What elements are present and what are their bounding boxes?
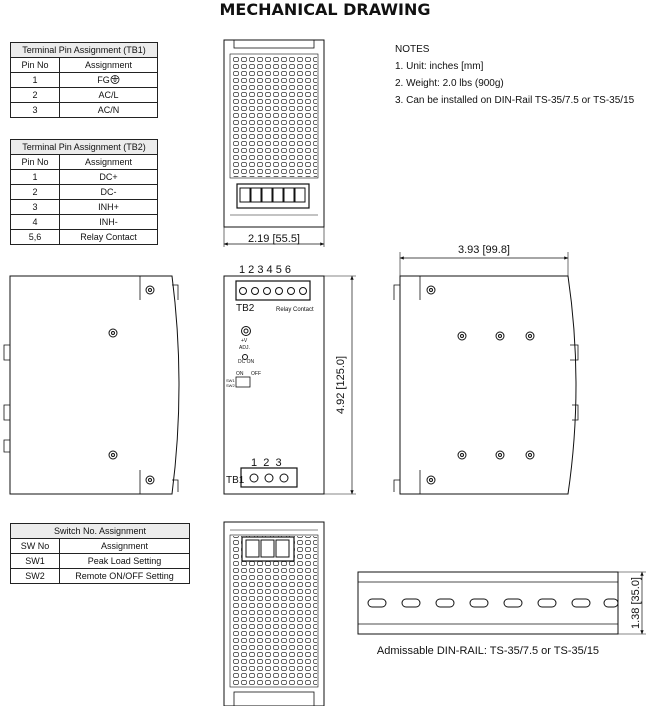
v-adj-label: +V <box>241 338 248 344</box>
switch-title: Switch No. Assignment <box>11 524 190 539</box>
notes-heading: NOTES <box>395 44 430 55</box>
right-side-view <box>394 252 578 494</box>
switch-on-label: ON <box>236 371 244 377</box>
din-rail <box>358 572 646 634</box>
pin-assignment: AC/N <box>60 103 158 118</box>
pin-number: 1 <box>11 73 60 88</box>
depth-dimension: 3.93 [99.8] <box>458 244 510 256</box>
tb1-header-assignment: Assignment <box>60 58 158 73</box>
pin-number: 4 <box>11 215 60 230</box>
note-item: 3. Can be installed on DIN-Rail TS-35/7.5 or TS-35/15 <box>395 95 635 106</box>
height-dimension: 4.92 [125.0] <box>335 355 347 415</box>
pin-assignment: AC/L <box>60 88 158 103</box>
pin-number: 5,6 <box>11 230 60 245</box>
tb1-label: TB1 <box>226 475 245 486</box>
tb2-screws <box>240 288 307 295</box>
switch-number: SW2 <box>11 569 60 584</box>
rail-caption: Admissable DIN-RAIL: TS-35/7.5 or TS-35/15 <box>376 645 600 657</box>
top-view <box>224 40 324 247</box>
switch-off-label: OFF <box>251 371 261 377</box>
tb2-header-assignment: Assignment <box>60 155 158 170</box>
pin-number: 2 <box>11 88 60 103</box>
left-side-view <box>4 276 179 494</box>
switch-number: SW1 <box>11 554 60 569</box>
sw2-label: SW2 <box>226 383 235 388</box>
pin-number: 3 <box>11 200 60 215</box>
switch-header-assignment: Assignment <box>60 539 190 554</box>
sw1-label: SW1 <box>226 378 235 383</box>
pin-assignment: DC+ <box>60 170 158 185</box>
pin-assignment: INH- <box>60 215 158 230</box>
pin-number: 3 <box>11 103 60 118</box>
tb1-screws <box>250 474 288 482</box>
relay-contact-label: Relay Contact <box>276 307 314 313</box>
tb1-title: Terminal Pin Assignment (TB1) <box>11 43 158 58</box>
pin-number: 2 <box>11 185 60 200</box>
top-terminal-block <box>240 188 305 202</box>
width-dimension: 2.19 [55.5] <box>248 233 300 245</box>
page-title: MECHANICAL DRAWING <box>219 0 431 19</box>
pin-number: 1 <box>11 170 60 185</box>
tb2-label: TB2 <box>236 303 255 314</box>
adj-label: ADJ. <box>239 345 250 351</box>
dc-on-label: DC ON <box>238 359 255 365</box>
tb2-title: Terminal Pin Assignment (TB2) <box>11 140 158 155</box>
bottom-view <box>224 522 324 706</box>
pin-assignment: FG <box>60 73 158 88</box>
pin-assignment: DC- <box>60 185 158 200</box>
note-item: 1. Unit: inches [mm] <box>395 61 484 72</box>
switch-assignment: Peak Load Setting <box>60 554 190 569</box>
pin-assignment: INH+ <box>60 200 158 215</box>
note-item: 2. Weight: 2.0 lbs (900g) <box>395 78 504 89</box>
pin-assignment: Relay Contact <box>60 230 158 245</box>
tb2-header-pin: Pin No <box>11 155 60 170</box>
tb1-pin-numbers: 1 2 3 <box>251 457 282 469</box>
tb1-header-pin: Pin No <box>11 58 60 73</box>
tb2-pin-numbers: 1 2 3 4 5 6 <box>239 264 291 276</box>
switch-header-no: SW No <box>11 539 60 554</box>
switch-assignment: Remote ON/OFF Setting <box>60 569 190 584</box>
rail-height-dimension: 1.38 [35.0] <box>630 577 642 629</box>
